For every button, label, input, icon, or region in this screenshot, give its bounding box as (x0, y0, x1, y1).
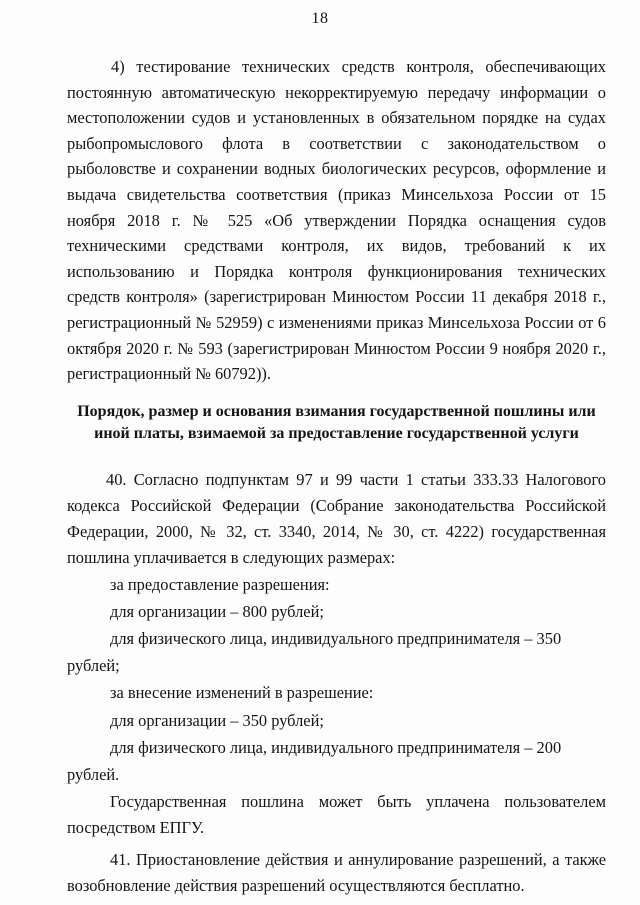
page-number: 18 (311, 10, 329, 27)
section-heading: Порядок, размер и основания взимания государственной пошлины или иной платы, взимаемой за предоставление государственной услуги (77, 402, 596, 442)
fee-list-item: за предоставление разрешения: (110, 574, 330, 594)
fee-list-item: для организации – 800 рублей; (110, 601, 324, 621)
paragraph-fee-payment: Государственная пошлина может быть уплачена пользователем посредством ЕПГУ. (67, 792, 606, 838)
fee-list-item: для организации – 350 рублей; (110, 710, 324, 730)
document-body (67, 54, 606, 899)
fee-list-item: для физического лица, индивидуального предпринимателя – 350 рублей; (67, 629, 562, 675)
fee-list-item: за внесение изменений в разрешение: (110, 683, 374, 703)
paragraph-item-4: 4) тестирование технических средств контроля, обеспечивающих постоянную автоматическую некорректируемую передачу информации о местоположении судов и установленных в обязательном порядке на судах рыбопромыслового флота в соответствии с законодательством о рыболовстве и сохранении водных биологических ресурсов, оформление и выдача свидетельства соответствия (приказ Минсельхоза России от 15 ноября 2018 г. № 525 «Об утверждении Порядка оснащения судов техническими средствами контроля, их видов, требований к их использованию и Порядка контроля функционирования технических средств контроля» (зарегистрирован Минюстом России 11 декабря 2018 г., регистрационный № 52959) с изменениями приказ Минсельхоза России от 6 октября 2020 г. № 593 (зарегистрирован Минюстом России 9 ноября 2020 г., регистрационный № 60792)). (67, 57, 606, 384)
paragraph-40: 40. Согласно подпунктам 97 и 99 части 1 статьи 333.33 Налогового кодекса Российской Федерации (Собрание законодательства Российской Федерации, 2000, № 32, ст. 3340, 2014, № 30, ст. 4222) государственная пошлина уплачивается в следующих размерах: (67, 469, 606, 567)
fee-list-item: для физического лица, индивидуального предпринимателя – 200 рублей. (67, 738, 562, 784)
fee-list (67, 572, 606, 789)
paragraph-41: 41. Приостановление действия и аннулирование разрешений, а также возобновление действия разрешений осуществляются бесплатно. (67, 850, 606, 896)
